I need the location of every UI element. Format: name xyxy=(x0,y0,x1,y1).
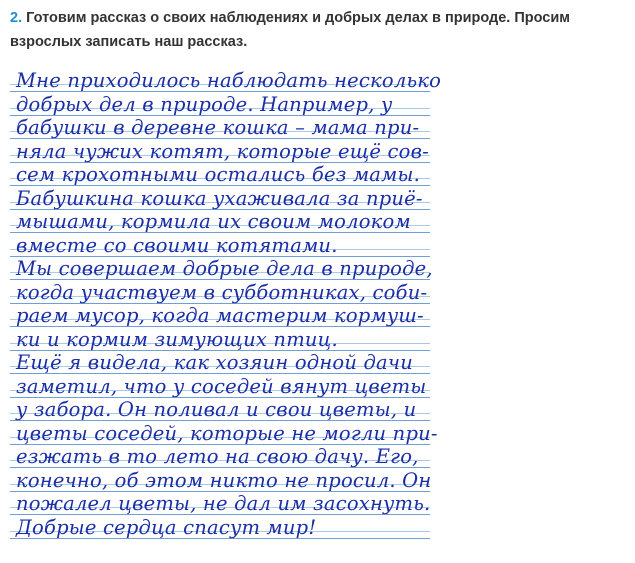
handwritten-line: езжать в то лето на свою дачу. Его, xyxy=(16,445,419,468)
handwritten-line: у забора. Он поливал и свои цветы, и xyxy=(16,398,417,421)
task-text: Готовим рассказ о своих наблюдениях и добрых делах в природе. Просим взрослых записать наш рассказ. xyxy=(10,10,570,50)
handwritten-line: Бабушкина кошка ухаживала за приё- xyxy=(16,186,423,210)
handwritten-line: няла чужих котят, которые ещё сов- xyxy=(16,139,429,163)
handwritten-line: когда участвуем в субботниках, соби- xyxy=(16,280,428,304)
handwritten-line: вместе со своими котятами. xyxy=(16,233,338,257)
handwritten-line: цветы соседей, которые не могли при- xyxy=(16,421,438,445)
handwritten-line: пожалел цветы, не дал им засохнуть. xyxy=(16,492,431,515)
handwritten-line: раем мусор, когда мастерим кормуш- xyxy=(16,304,424,327)
handwritten-line: конечно, об этом никто не просил. Он xyxy=(16,468,432,492)
handwritten-line: мышами, кормила их своим молоком xyxy=(16,210,411,233)
handwritten-line: сем крохотными остались без мамы. xyxy=(16,163,420,186)
handwritten-line: Ещё я видела, как хозяин одной дачи xyxy=(16,351,413,374)
notebook-ruled-page xyxy=(10,69,442,556)
task-heading xyxy=(10,6,628,54)
handwritten-line: заметил, что у соседей вянут цветы xyxy=(16,374,427,398)
handwritten-line: Мы совершаем добрые дела в природе, xyxy=(16,257,433,280)
task-number: 2. xyxy=(10,10,23,26)
handwritten-line: добрых дел в природе. Например, у xyxy=(16,92,393,116)
handwritten-line: ки и кормим зимующих птиц. xyxy=(16,327,338,351)
handwritten-line: бабушки в деревне кошка – мама при- xyxy=(16,116,420,139)
handwritten-line: Мне приходилось наблюдать несколько xyxy=(16,69,442,92)
handwritten-line: Добрые сердца спасут мир! xyxy=(16,515,317,539)
